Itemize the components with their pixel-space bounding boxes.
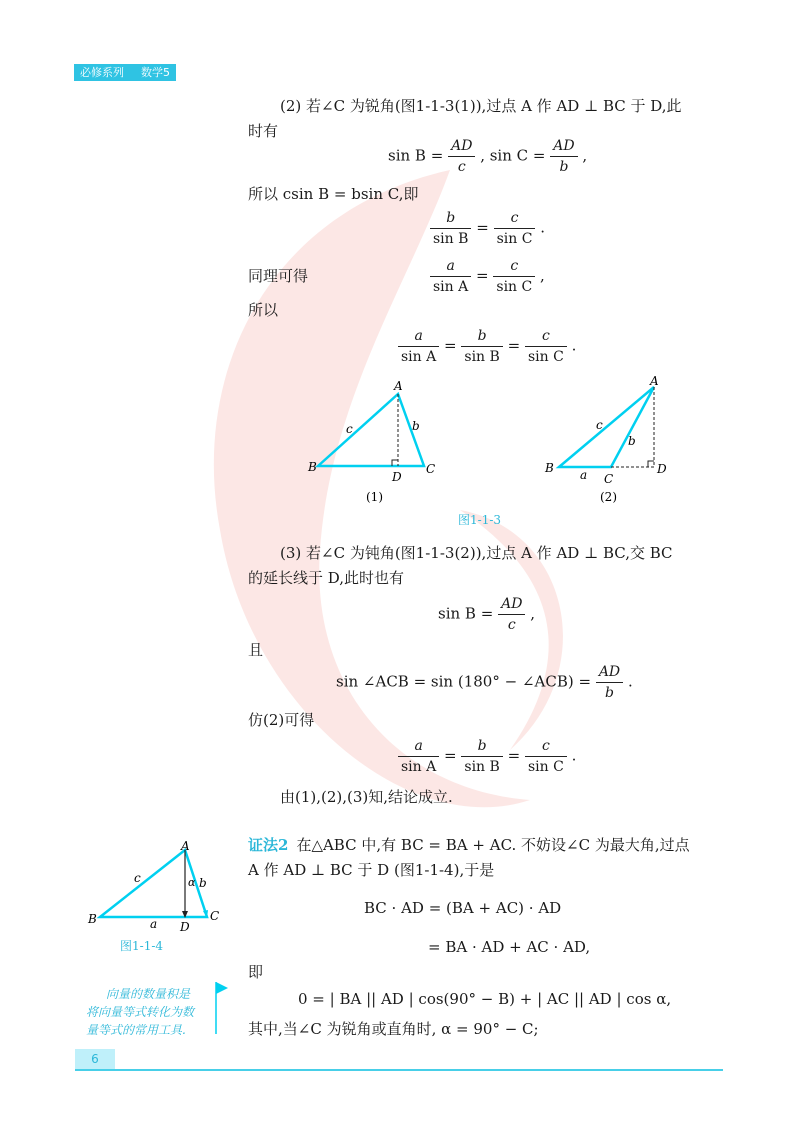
text-conclude: 由(1),(2),(3)知,结论成立.: [280, 788, 453, 806]
label-C-left: C: [426, 462, 436, 476]
label-b-left: b: [412, 419, 420, 433]
text-imitate: 仿(2)可得: [248, 711, 315, 729]
para3-line2: 的延长线于 D,此时也有: [248, 569, 405, 587]
triangle-acute: [307, 379, 435, 504]
fig4-label-c: c: [134, 871, 141, 885]
equation-sin-acb: sin ∠ACB = sin (180° − ∠ACB) = $\frac{AD}{b}$ .: [336, 664, 633, 701]
proof2-label: 证法2: [248, 836, 289, 854]
fig4-label-A: A: [181, 840, 190, 853]
proof2-line1: 证法2 在△ABC 中,有 BC = BA + AC. 不妨设∠C 为最大角,过点: [248, 836, 690, 854]
header-series: 必修系列: [80, 66, 124, 79]
equation-vector-3: 0 = | BA || AD | cos(90° − B) + | AC || AD | cos α,: [298, 990, 672, 1008]
para3-line1: (3) 若∠C 为钝角(图1-1-3(2)),过点 A 作 AD ⊥ BC,交 BC: [280, 544, 673, 562]
fig4-label-B: B: [88, 912, 97, 926]
text-so: 所以: [248, 301, 279, 319]
text-csin: 所以 csin B = bsin C,即: [248, 185, 419, 203]
sidenote-line2: 将向量等式转化为数: [86, 1005, 195, 1019]
text-where: 其中,当∠C 为锐角或直角时, α = 90° − C;: [248, 1020, 539, 1038]
para2-line2: 时有: [248, 122, 279, 140]
equation-vector-2: = BA · AD + AC · AD,: [428, 938, 591, 956]
para2-line1: (2) 若∠C 为锐角(图1-1-3(1)),过点 A 作 AD ⊥ BC 于 D,此: [280, 97, 682, 115]
fig4-label-b: b: [199, 876, 207, 890]
footer-rule: [75, 1069, 723, 1071]
label-C-right: C: [604, 472, 614, 486]
label-c-left: c: [346, 422, 353, 436]
flag-icon: [214, 980, 230, 1036]
proof2-line2: A 作 AD ⊥ BC 于 D (图1-1-4),于是: [248, 861, 495, 879]
text-and: 且: [248, 641, 264, 659]
equation-sin-b-3: sin B = $\frac{AD}{c}$ ,: [438, 596, 535, 633]
fig4-label-alpha: α: [188, 876, 196, 889]
fig4-label-D: D: [180, 920, 190, 934]
label-A-right: A: [650, 375, 659, 388]
label-D-left: D: [392, 470, 402, 484]
label-B-left: B: [308, 460, 317, 474]
figure-1-1-3-caption: 图1-1-3: [458, 513, 502, 525]
label-A-left: A: [394, 379, 403, 393]
equation-a-c: $\frac{a}{\text{sin A}}$ = $\frac{c}{\text{sin C}}$ ,: [430, 256, 545, 297]
equation-b-c: $\frac{b}{\text{sin B}}$ = $\frac{c}{\text{sin C}}$ .: [430, 208, 545, 249]
label-a-right: a: [580, 468, 588, 482]
fig4-label-a: a: [150, 917, 158, 931]
header-book: 数学5: [141, 66, 170, 79]
header-tag: [74, 64, 176, 81]
figure-1-1-4-caption: 图1-1-4: [120, 939, 164, 953]
caption-left: (1): [366, 490, 383, 504]
equation-law-of-sines-1: $\frac{a}{\text{sin A}}$ = $\frac{b}{\text{sin B}}$ = $\frac{c}{\text{sin C}}$ .: [398, 326, 576, 367]
label-D-right: D: [657, 462, 667, 476]
figure-1-1-3: [290, 375, 700, 525]
label-b-right: b: [628, 434, 636, 448]
equation-law-of-sines-2: $\frac{a}{\text{sin A}}$ = $\frac{b}{\text{sin B}}$ = $\frac{c}{\text{sin C}}$ .: [398, 736, 576, 777]
equation-sin-b-c: sin B = $\frac{AD}{c}$ , sin C = $\frac{AD}{b}$ ,: [388, 138, 588, 175]
triangle-obtuse: [544, 375, 667, 504]
figure-1-1-4: [78, 840, 228, 955]
text-ji: 即: [248, 963, 264, 981]
caption-right: (2): [600, 490, 617, 504]
page-number: 6: [75, 1049, 115, 1069]
text-same: 同理可得: [248, 267, 309, 285]
label-B-right: B: [545, 461, 554, 475]
equation-vector-1: BC · AD = (BA + AC) · AD: [364, 899, 562, 917]
sidenote-line3: 量等式的常用工具.: [86, 1023, 186, 1037]
fig4-label-C: C: [210, 909, 220, 923]
sidenote-line1: 向量的数量积是: [106, 987, 191, 1001]
label-c-right: c: [596, 418, 603, 432]
